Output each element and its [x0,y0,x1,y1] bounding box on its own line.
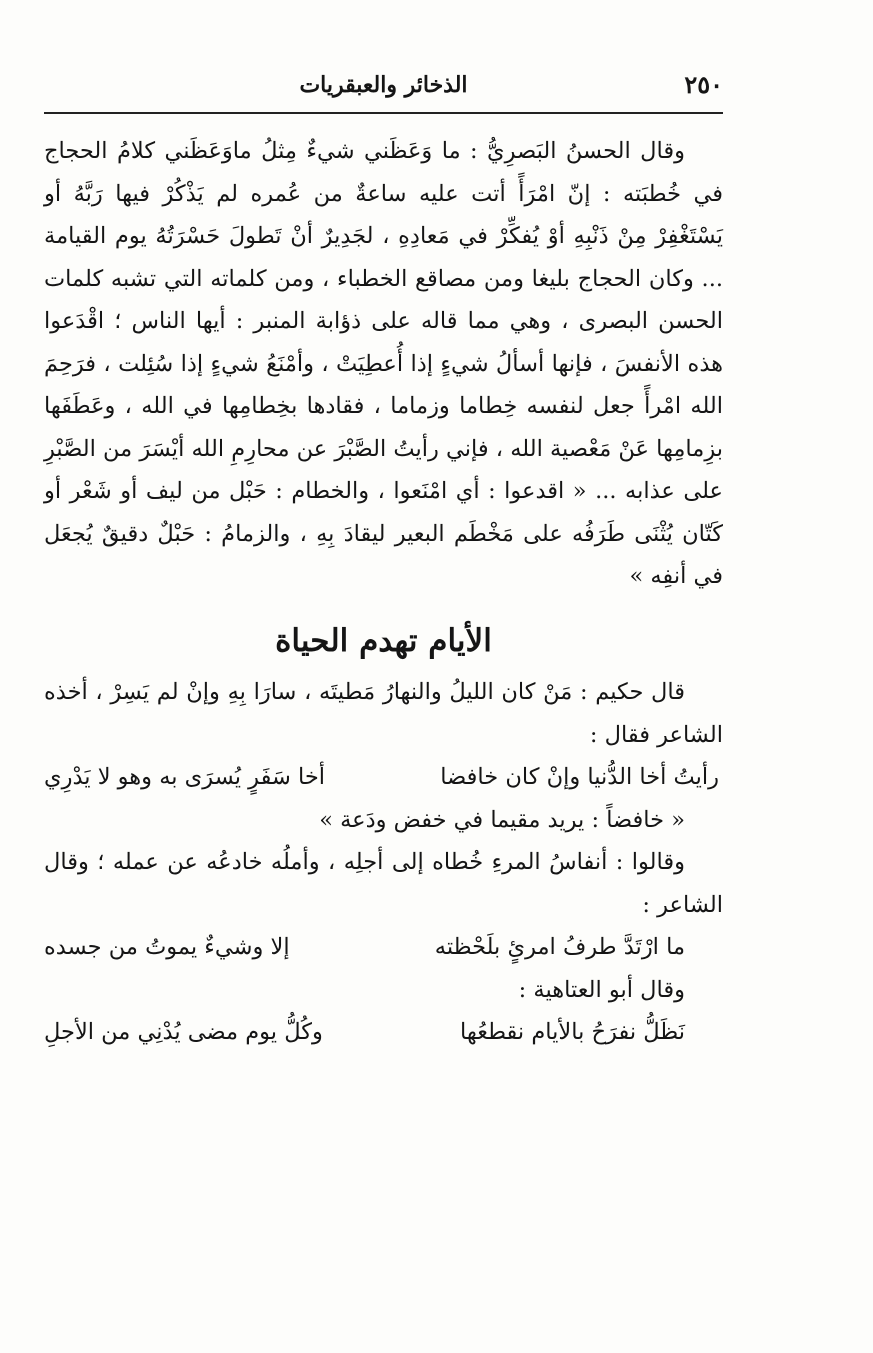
verse-3-first-hemistich: نَظَلُّ نفرَحُ بالأيام نقطعُها [460,1019,685,1046]
verse-2-first-hemistich: ما ارْتَدَّ طرفُ امرئٍ بلَحْظته [434,934,685,961]
running-title: الذخائر والعبقريات [299,72,468,98]
verse-line-3 [44,1011,723,1054]
paragraph-anfas: وقالوا : أنفاسُ المرءِ خُطاه إلى أجلِه ، وأملُه خادعُه عن عمله ؛ وقال الشاعر : [44,849,723,918]
paragraph-hakim: قال حكيم : مَنْ كان الليلُ والنهارُ مَطيتَه ، سارَا بِهِ وإنْ لم يَسِرْ ، أخذه الشاعر فقال : [44,679,723,748]
verse-1-second-hemistich: أخا سَفَرٍ يُسرَى به وهو لا يَدْرِي [44,764,325,791]
verse-line-1 [44,756,723,799]
verse-line-2 [44,926,723,969]
verse-2-second-hemistich: إلا وشيءٌ يموتُ من جسده [44,934,290,961]
header-divider [44,112,723,114]
verse-3-second-hemistich: وكُلُّ يوم مضى يُدْنِي من الأجلِ [44,1019,323,1046]
footnote-khafidan: « خافضاً : يريد مقيما في خفض ودَعة » [319,806,685,833]
verse-1-first-hemistich: رأيتُ أخا الدُّنيا وإنْ كان خافضا [440,764,719,791]
page-number: ٢٥٠ [684,70,723,99]
paragraph-hasan-basri: وقال الحسنُ البَصرِيُّ : ما وَعَظَني شيءٌ مِثلُ ماوَعَظَني كلامُ الحجاج في خُطبَته : إنّ امْرَأً أتت عليه ساعةٌ من عُمره لم يَذْكُرْ فيها رَبَّهُ أو يَسْتَغْفِرْ مِنْ ذَنْبِهِ أوْ يُفكِّرْ في مَعادِهِ ، لجَدِيرٌ أنْ تَطولَ حَسْرَتُهُ يوم القيامة ... وكان الحجاج بليغا ومن مصاقع الخطباء ، ومن كلماته التي تشبه كلمات الحسن البصرى ، وهي مما قاله على ذؤابة المنبر : أيها الناس ؛ اقْدَعوا هذه الأنفسَ ، فإنها أسألُ شيءٍ إذا أُعطِيَتْ ، وأمْنَعُ شيءٍ إذا سُئِلت ، فرَحِمَ الله امْرأً جعل لنفسه خِطاما وزماما ، فقادها بخِطامِها في الله ، وعَطَفَها بزِمامِها عَنْ مَعْصية الله ، فإني رأيتُ الصَّبْرَ عن محارِمِ الله أيْسَرَ من الصَّبْرِ على عذابه ... « اقدعوا : أي امْنَعوا ، والخطام : حَبْل من ليف أو شَعْر أو كَتّان يُثْنَى طَرَفُه على مَخْطَم البعير ليقادَ بِهِ ، والزمامُ : حَبْلٌ دقيقٌ يُجعَل في أنفِه » [44,138,723,590]
page-body [44,130,723,1054]
page-header [44,70,723,104]
section-title: الأيام تهدم الحياة [275,622,492,659]
paragraph-abu-alatahiya: وقال أبو العتاهية : [518,976,685,1003]
